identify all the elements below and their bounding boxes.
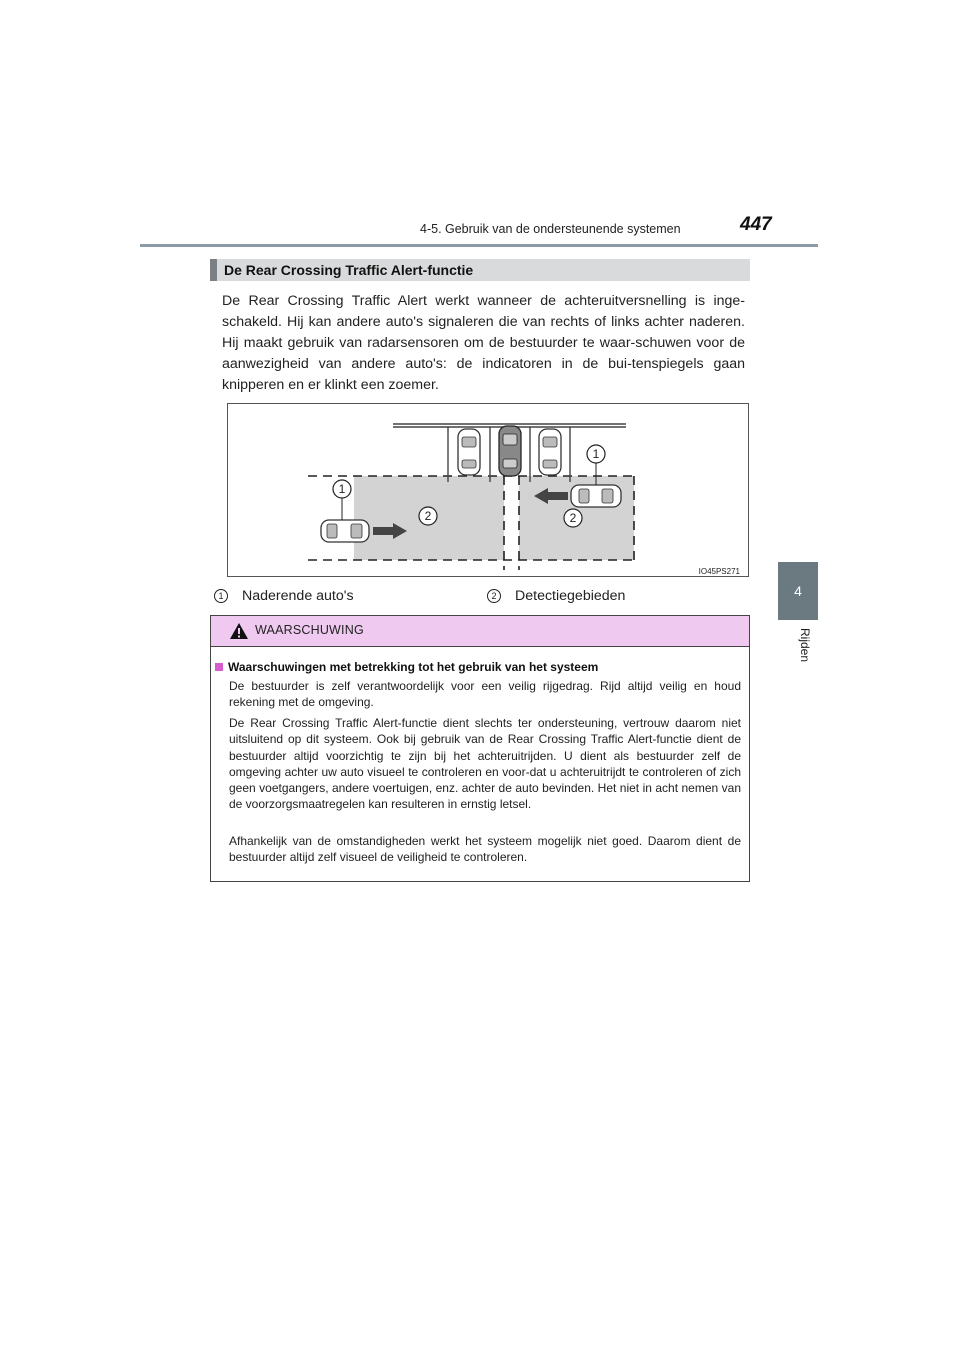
section-title-accent (210, 259, 217, 281)
rcta-illustration (227, 403, 749, 577)
chapter-tab-label: Rijden (798, 628, 812, 663)
header-rule (140, 244, 818, 247)
warning-item-title (215, 660, 598, 674)
bullet-square-icon (215, 663, 223, 671)
approaching-car-left (321, 520, 369, 542)
warning-paragraph-2: De Rear Crossing Traffic Alert-functie dient slechts ter ondersteuning, vertrouw daarom niet uitsluitend op dit systeem. Ook bij gebruik van de Rear Crossing Traffic Alert-functie dient de bestuurder altijd voorzichtig te zijn bij het achteruitrijden. U dient als bestuurder zelf de omgeving achter uw auto visueel te controleren en voor-dat u achteruitrijdt te controleren of zich geen voetgangers, andere voertuigen, enz. achter de auto bevinden. Het niet in acht nemen van de voorzorgsmaatregelen kan resulteren in ernstig letsel. (229, 716, 741, 812)
caption-approaching-cars (214, 588, 354, 604)
callout-2-right: 2 (569, 511, 577, 525)
warning-paragraph-1: De bestuurder is zelf verantwoordelijk voor een veilig rijgedrag. Rijd altijd veilig en houd rekening met de omgeving. (229, 679, 741, 710)
warning-item-title-text: Waarschuwingen met betrekking tot het gebruik van het systeem (228, 660, 599, 674)
caption-number: 1 (214, 589, 228, 603)
parked-car-left (458, 429, 480, 475)
intro-paragraph: De Rear Crossing Traffic Alert werkt wanneer de achteruitversnelling is inge-schakeld. Hij kan andere auto's signaleren die van rechts of links achter naderen. Hij maakt gebruik van radarsensoren om de bestuurder te waar-schuwen voor de aanwezigheid van andere auto's: de indicatoren in de bui-tenspiegels gaan knipperen en er klinkt een zoemer. (222, 293, 745, 393)
chapter-tab: 4 (778, 562, 818, 620)
warning-paragraph-3: Afhankelijk van de omstandigheden werkt het systeem mogelijk niet goed. Daarom dient de bestuurder altijd zelf visueel de veiligheid te controleren. (229, 834, 741, 865)
callout-2-left: 2 (424, 509, 432, 523)
caption-number: 2 (487, 589, 501, 603)
caption-text: Naderende auto's (242, 588, 354, 604)
own-car-reversing (499, 426, 521, 476)
callout-1-right: 1 (592, 447, 600, 461)
section-title: De Rear Crossing Traffic Alert-functie (224, 262, 474, 278)
warning-box (210, 615, 750, 882)
warning-heading: WAARSCHUWING (255, 623, 364, 637)
running-header-section: 4-5. Gebruik van de ondersteunende systemen (420, 222, 681, 236)
warning-header (211, 616, 749, 647)
rcta-diagram (228, 404, 750, 578)
caption-detection-areas (487, 588, 625, 604)
callout-1-left: 1 (338, 482, 346, 496)
page-number: 447 (740, 214, 772, 235)
approaching-car-right (571, 485, 621, 507)
caption-text: Detectiegebieden (515, 588, 626, 604)
parked-car-right (539, 429, 561, 475)
warning-triangle-icon (229, 622, 249, 640)
section-title-bar (210, 259, 750, 281)
figure-code: IO45PS271 (698, 567, 740, 576)
